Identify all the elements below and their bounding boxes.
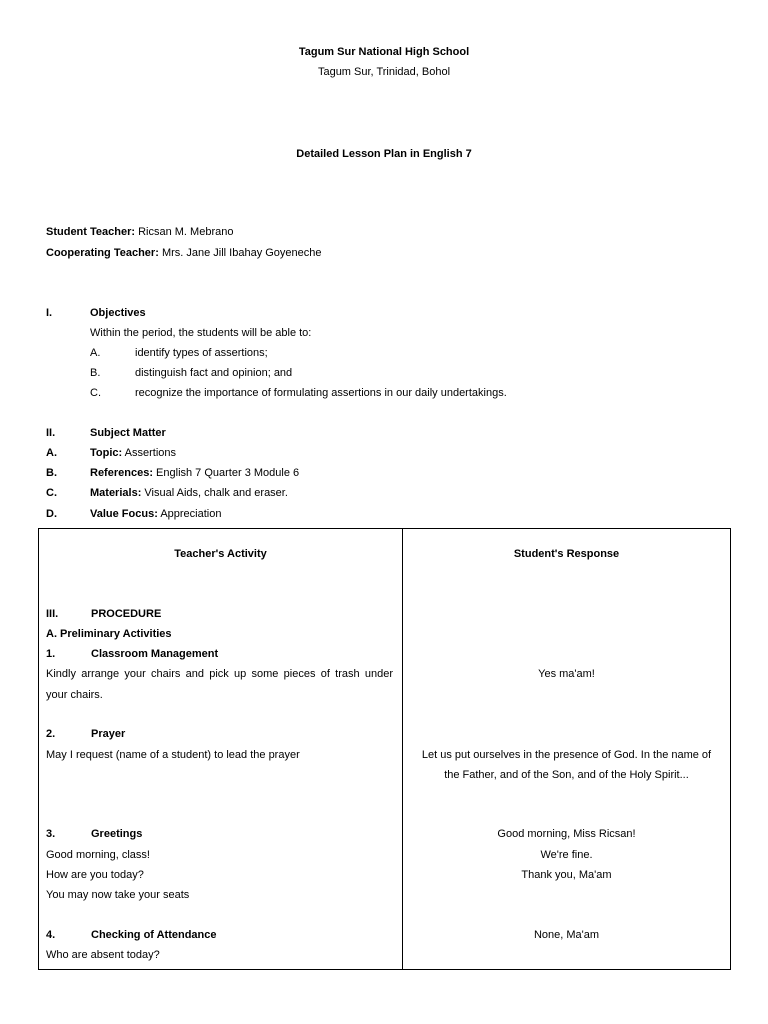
procedure-number: III. <box>46 608 59 620</box>
subject-item-letter: D. <box>46 508 57 520</box>
student-line: Let us put ourselves in the presence of God. In the name of <box>421 749 712 761</box>
plan-title: Detailed Lesson Plan in English 7 <box>296 148 472 160</box>
step-title-greetings: Greetings <box>91 828 143 840</box>
subject-item-materials <box>90 487 288 499</box>
step-number: 2. <box>46 728 56 740</box>
teacher-line: your chairs. <box>46 689 103 701</box>
subject-item-label: Materials: <box>90 487 142 499</box>
subject-item-value: Appreciation <box>160 508 222 520</box>
objectives-heading: Objectives <box>90 307 146 319</box>
school-address: Tagum Sur, Trinidad, Bohol <box>317 66 451 78</box>
subject-matter-number: II. <box>46 427 56 439</box>
activity-table <box>38 528 731 970</box>
subject-item-letter: A. <box>46 447 57 459</box>
subject-item-value-focus <box>90 508 221 520</box>
cooperating-teacher-name: Mrs. Jane Jill Ibahay Goyeneche <box>161 247 322 259</box>
subject-item-references <box>90 467 299 479</box>
teacher-activity-column <box>39 529 403 970</box>
step-title-attendance: Checking of Attendance <box>91 929 217 941</box>
teacher-line: Good morning, class! <box>46 849 150 861</box>
teacher-activity-header: Teacher's Activity <box>174 548 267 560</box>
student-line: Yes ma'am! <box>538 668 595 680</box>
cooperating-teacher-label: Cooperating Teacher: <box>46 247 159 259</box>
teacher-line: Kindly arrange your chairs and pick up some pieces of trash under <box>46 668 393 680</box>
student-teacher-line <box>46 226 233 238</box>
teacher-line: May I request (name of a student) to lead the prayer <box>46 749 300 761</box>
subject-item-label: Topic: <box>90 447 123 459</box>
student-line: Good morning, Miss Ricsan! <box>497 828 636 840</box>
student-line: the Father, and of the Son, and of the Holy Spirit... <box>444 769 689 781</box>
subject-item-letter: B. <box>46 467 57 479</box>
step-title-classroom: Classroom Management <box>91 648 219 660</box>
teacher-line: You may now take your seats <box>46 889 190 901</box>
cooperating-teacher-line <box>46 247 322 259</box>
student-response-header: Student's Response <box>513 548 620 560</box>
subject-item-topic <box>90 447 176 459</box>
objectives-number: I. <box>46 307 53 319</box>
teacher-line: How are you today? <box>46 869 144 881</box>
student-response-column <box>403 529 731 970</box>
step-number: 4. <box>46 929 56 941</box>
teacher-line: Who are absent today? <box>46 949 160 961</box>
student-teacher-label: Student Teacher: <box>46 226 136 238</box>
objective-text: distinguish fact and opinion; and <box>135 367 293 379</box>
preliminary-activities: A. Preliminary Activities <box>46 628 172 640</box>
objective-text: recognize the importance of formulating assertions in our daily undertakings. <box>135 387 507 399</box>
subject-item-label: References: <box>90 467 153 479</box>
objective-letter: A. <box>90 347 101 359</box>
objectives-intro: Within the period, the students will be able to: <box>90 327 312 339</box>
objective-letter: B. <box>90 367 101 379</box>
student-line: Thank you, Ma'am <box>521 869 612 881</box>
subject-item-label: Value Focus: <box>90 508 158 520</box>
step-number: 1. <box>46 648 56 660</box>
school-name: Tagum Sur National High School <box>298 46 470 58</box>
subject-item-value: Visual Aids, chalk and eraser. <box>144 487 288 499</box>
student-line: None, Ma'am <box>533 929 600 941</box>
step-number: 3. <box>46 828 56 840</box>
objective-text: identify types of assertions; <box>135 347 268 359</box>
step-title-prayer: Prayer <box>91 728 126 740</box>
student-line: We're fine. <box>540 849 593 861</box>
procedure-heading: PROCEDURE <box>91 608 162 620</box>
subject-item-letter: C. <box>46 487 57 499</box>
objective-letter: C. <box>90 387 101 399</box>
subject-matter-heading: Subject Matter <box>90 427 166 439</box>
student-teacher-name: Ricsan M. Mebrano <box>138 226 234 238</box>
subject-item-value: English 7 Quarter 3 Module 6 <box>156 467 300 479</box>
subject-item-value: Assertions <box>124 447 176 459</box>
